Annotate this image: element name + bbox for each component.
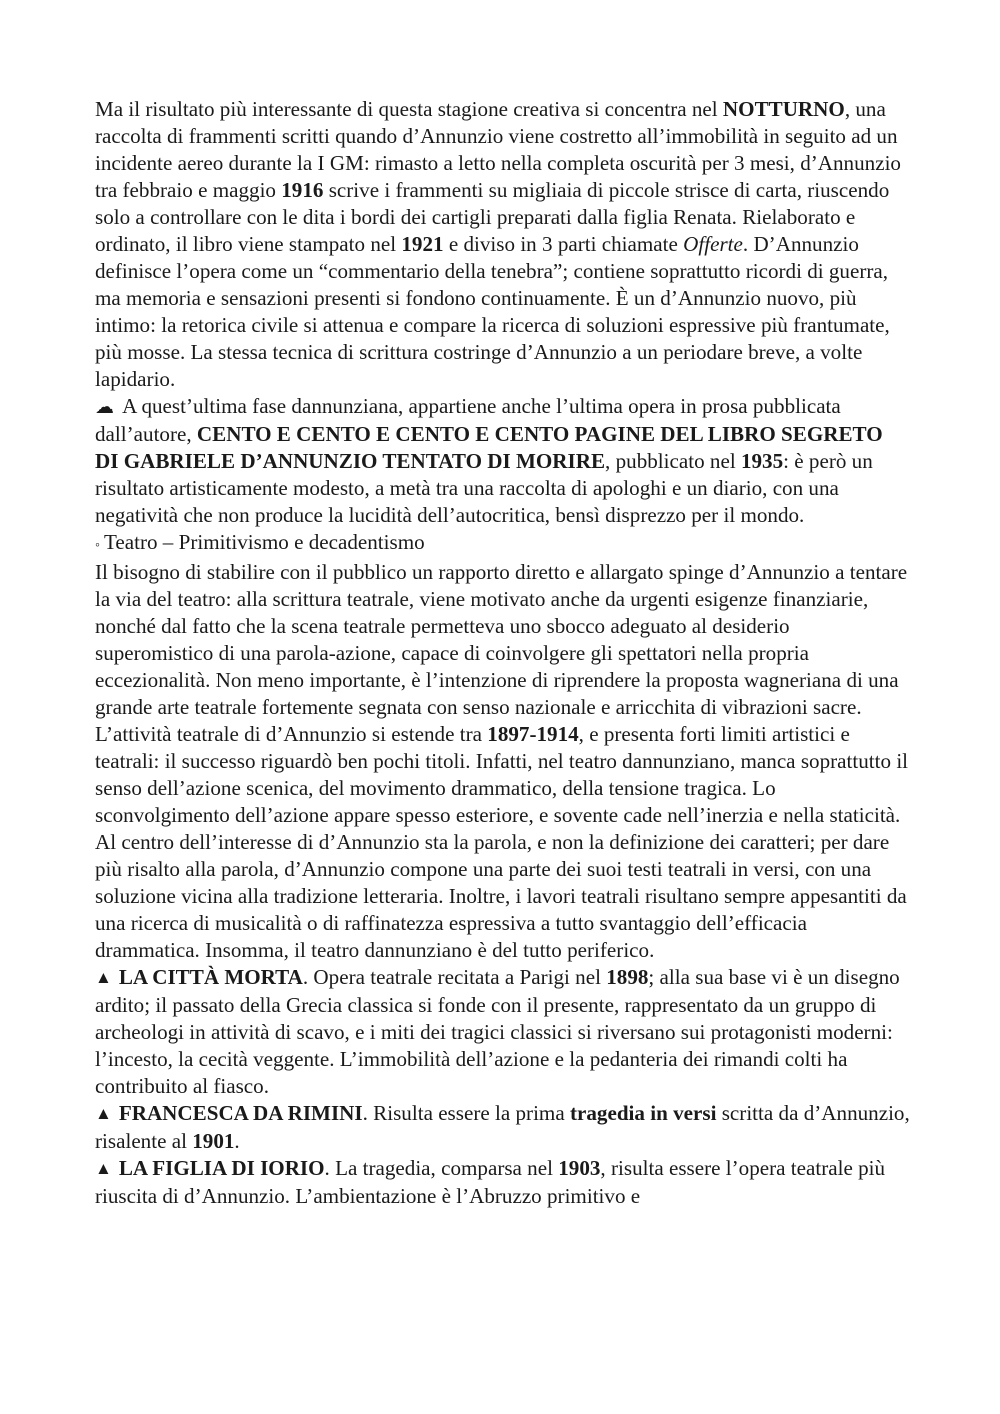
text-run: . D’Annunzio definisce l’opera come un “commentario della tenebra”; contiene soprattutto ricordi di guerra, ma memoria e sensazioni presenti si fondono continuamente. È un d’Annunzio nuovo, più intimo: la retorica civile si attenua e compare la ricerca di soluzioni espressive più frantumate, più mosse. La stessa tecnica di scrittura costringe d’Annunzio a un periodare breve, a volte lapidario.	[95, 232, 890, 391]
text-run: , risulta essere l’opera teatrale più riuscita di d’Annunzio. L’ambientazione è l’Abruzzo primitivo e	[95, 1156, 886, 1208]
section-heading-teatro	[95, 529, 910, 559]
paragraph-bisogno	[95, 559, 910, 721]
year-1921: 1921	[401, 232, 444, 256]
paragraph-francesca	[95, 1100, 910, 1155]
triangle-bullet-icon: ▲	[95, 1104, 112, 1123]
cloud-icon: ☁	[95, 397, 114, 418]
work-title-francesca: FRANCESCA DA RIMINI	[118, 1101, 363, 1125]
year-1903: 1903	[558, 1156, 601, 1180]
text-run: A quest’ultima fase dannunziana, appartiene anche l’ultima opera in prosa pubblicata dall’autore,	[95, 394, 841, 446]
text-run: Il bisogno di stabilire con il pubblico un rapporto diretto e allargato spinge d’Annunzio a tentare la via del teatro: alla scrittura teatrale, viene motivato anche da urgenti esigenze finanziarie, nonché dal fatto che la scena teatrale permetteva uno sbocco adeguato al desiderio superomistico di una parola-azione, capace di coinvolgere gli spettatori nella propria eccezionalità. Non meno importante, è l’intenzione di riprendere la proposta wagneriana di una grande arte teatrale fortemente segnata con senso nazionale e arricchita di vibrazioni sacre.	[95, 560, 908, 719]
work-title-notturno: NOTTURNO	[722, 97, 845, 121]
year-1901: 1901	[192, 1129, 235, 1153]
italic-offerte: Offerte	[683, 232, 743, 256]
text-run: , e presenta forti limiti artistici e teatrali: il successo riguardò ben pochi titoli. Infatti, nel teatro dannunziano, manca soprattutto il senso dell’azione scenica, del movimento drammatico, della tensione tragica. Lo sconvolgimento dell’azione appare spesso esteriore, e sovente cade nell’inerzia e nella staticità. Al centro dell’interesse di d’Annunzio sta la parola, e non la definizione dei caratteri; per dare più risalto alla parola, d’Annunzio compone una parte dei suoi testi teatrali in versi, con una soluzione vicina alla tradizione letteraria. Inoltre, i lavori teatrali risultano sempre appesantiti da una ricerca di musicalità o di raffinatezza espressiva a tutto svantaggio dell’efficacia drammatica. Insomma, il teatro dannunziano è del tutto periferico.	[95, 722, 909, 962]
year-1898: 1898	[606, 965, 649, 989]
text-run: L’attività teatrale di d’Annunzio si estende tra	[95, 722, 488, 746]
text-run: scritta da d’Annunzio, risalente al	[95, 1101, 910, 1153]
text-run: . La tragedia, comparsa nel	[324, 1156, 559, 1180]
year-1935: 1935	[740, 449, 784, 473]
text-run: scrive i frammenti su migliaia di piccole strisce di carta, riuscendo solo a controllare con le dita i bordi dei cartigli preparati dalla figlia Renata. Rielaborato e ordinato, il libro viene stampato nel	[95, 178, 890, 256]
triangle-bullet-icon: ▲	[95, 968, 112, 987]
work-title-citta-morta: LA CITTÀ MORTA	[118, 965, 303, 989]
text-run: .	[234, 1129, 240, 1153]
circle-bullet-icon: ◦	[95, 538, 100, 553]
work-title-figlia-iorio: LA FIGLIA DI IORIO	[118, 1156, 325, 1180]
text-run: ; alla sua base vi è un disegno ardito; il passato della Grecia classica si fonde con il presente, rappresentato da un gruppo di archeologi in attività di scavo, e i miti dei tragici classici si riversano sui protagonisti moderni: l’incesto, la cecità veggente. L’immobilità dell’azione e la pedanteria dei rimandi colti ha contribuito al fiasco.	[95, 965, 900, 1098]
heading-text: Teatro – Primitivismo e decadentismo	[103, 530, 425, 554]
text-run: , pubblicato nel	[605, 449, 741, 473]
paragraph-notturno	[95, 96, 910, 393]
paragraph-figlia-iorio	[95, 1155, 910, 1210]
work-title-cento: CENTO E CENTO E CENTO E CENTO PAGINE DEL LIBRO SEGRETO DI GABRIELE D’ANNUNZIO TENTATO DI MORIRE	[95, 422, 883, 473]
text-run: , una raccolta di frammenti scritti quando d’Annunzio viene costretto all’immobilità in seguito ad un incidente aereo durante la I GM: rimasto a letto nella completa oscurità per 3 mesi, d’Annunzio tra febbraio e maggio	[95, 97, 901, 202]
paragraph-attivita	[95, 721, 910, 964]
text-run: Ma il risultato più interessante di questa stagione creativa si concentra nel	[95, 97, 723, 121]
paragraph-citta-morta	[95, 964, 910, 1100]
paragraph-cento	[95, 393, 910, 529]
triangle-bullet-icon: ▲	[95, 1159, 112, 1178]
text-run: . Opera teatrale recitata a Parigi nel	[302, 965, 607, 989]
text-run: . Risulta essere la prima	[362, 1101, 570, 1125]
years-range: 1897-1914	[487, 722, 579, 746]
text-run: : è però un risultato artisticamente modesto, a metà tra una raccolta di apologhi e un diario, con una negatività che non produce la lucidità dell’autocritica, bensì disprezzo per il mondo.	[95, 449, 873, 527]
text-run: e diviso in 3 parti chiamate	[443, 232, 684, 256]
document-page	[95, 96, 910, 1210]
bold-tragedia-in-versi: tragedia in versi	[569, 1101, 717, 1125]
year-1916: 1916	[281, 178, 324, 202]
